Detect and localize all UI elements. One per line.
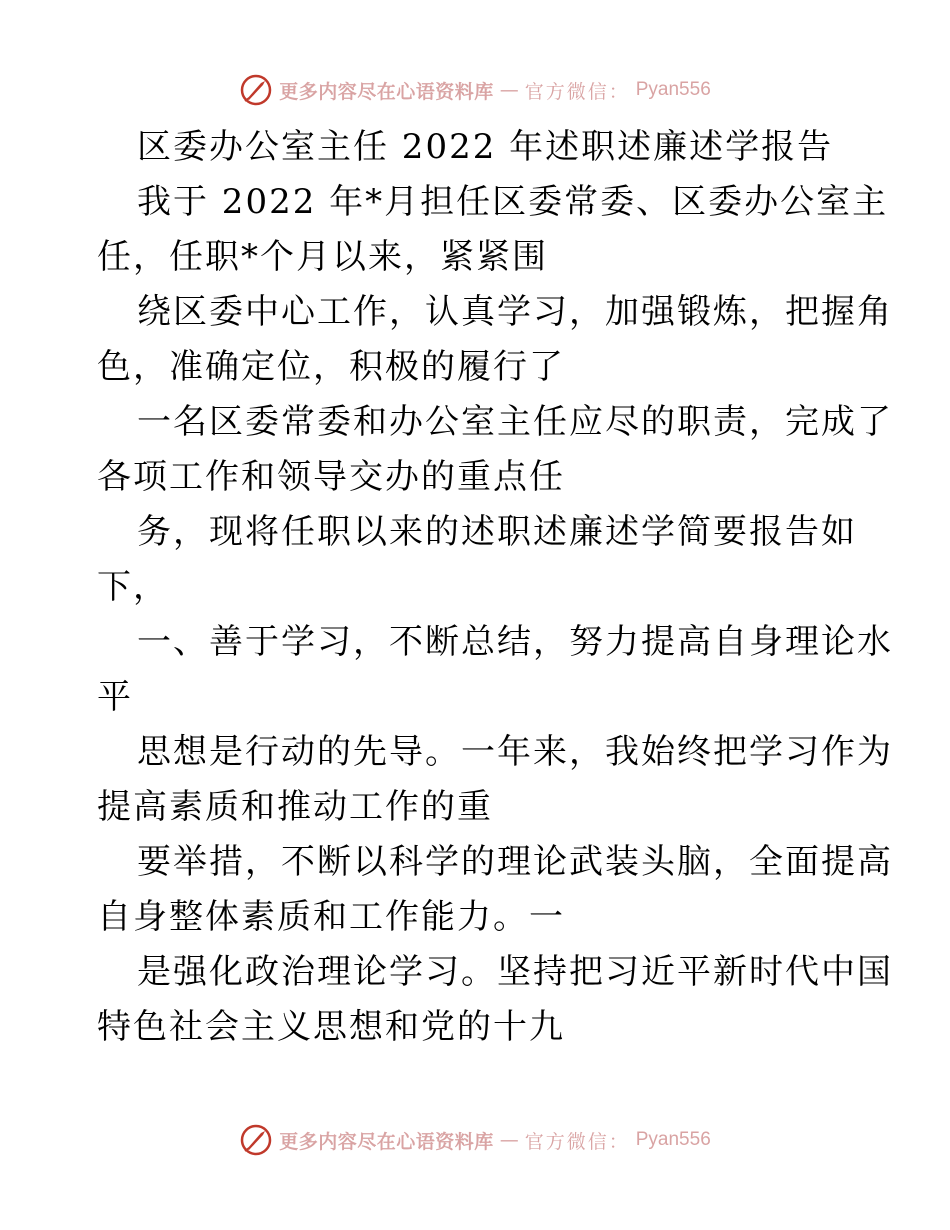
paragraph-line: 提高素质和推动工作的重 <box>97 787 493 827</box>
paragraph-line: 下， <box>97 567 169 607</box>
paragraph-line: 任，任职*个月以来，紧紧围 <box>97 237 548 277</box>
paragraph-line: 思想是行动的先导。一年来，我始终把学习作为 <box>137 732 893 772</box>
document-body <box>97 120 893 1055</box>
paragraph-line: 一名区委常委和办公室主任应尽的职责，完成了 <box>137 402 893 442</box>
paragraph-line: 要举措，不断以科学的理论武装头脑，全面提高 <box>137 842 893 882</box>
watermark-label: 官方微信： <box>524 80 630 103</box>
watermark-site-text: 更多内容尽在心语资料库 <box>279 1130 494 1153</box>
quill-logo-icon <box>239 1123 273 1157</box>
header-watermark <box>0 70 950 110</box>
watermark-id: Pyan556 <box>635 1129 711 1150</box>
watermark-label: 官方微信： <box>524 1130 630 1153</box>
footer-watermark <box>0 1120 950 1160</box>
paragraph-line: 务，现将任职以来的述职述廉述学简要报告如 <box>137 512 857 552</box>
watermark-id: Pyan556 <box>635 79 711 100</box>
paragraph-line: 是强化政治理论学习。坚持把习近平新时代中国 <box>137 952 893 992</box>
paragraph-line: 色，准确定位，积极的履行了 <box>97 347 565 387</box>
paragraph-line: 自身整体素质和工作能力。一 <box>97 897 565 937</box>
watermark-dash: — <box>499 79 519 101</box>
watermark-dash: — <box>499 1129 519 1151</box>
paragraph-line: 我于 2022 年*月担任区委常委、区委办公室主 <box>137 182 889 222</box>
paragraph-line: 特色社会主义思想和党的十九 <box>97 1007 565 1047</box>
quill-logo-icon <box>239 73 273 107</box>
paragraph-line: 绕区委中心工作，认真学习，加强锻炼，把握角 <box>137 292 893 332</box>
section-heading: 一、善于学习，不断总结，努力提高自身理论水 <box>137 622 893 662</box>
paragraph-line: 各项工作和领导交办的重点任 <box>97 457 565 497</box>
section-heading-continuation: 平 <box>97 677 133 717</box>
document-title: 区委办公室主任 2022 年述职述廉述学报告 <box>137 127 834 167</box>
watermark-site-text: 更多内容尽在心语资料库 <box>279 80 494 103</box>
